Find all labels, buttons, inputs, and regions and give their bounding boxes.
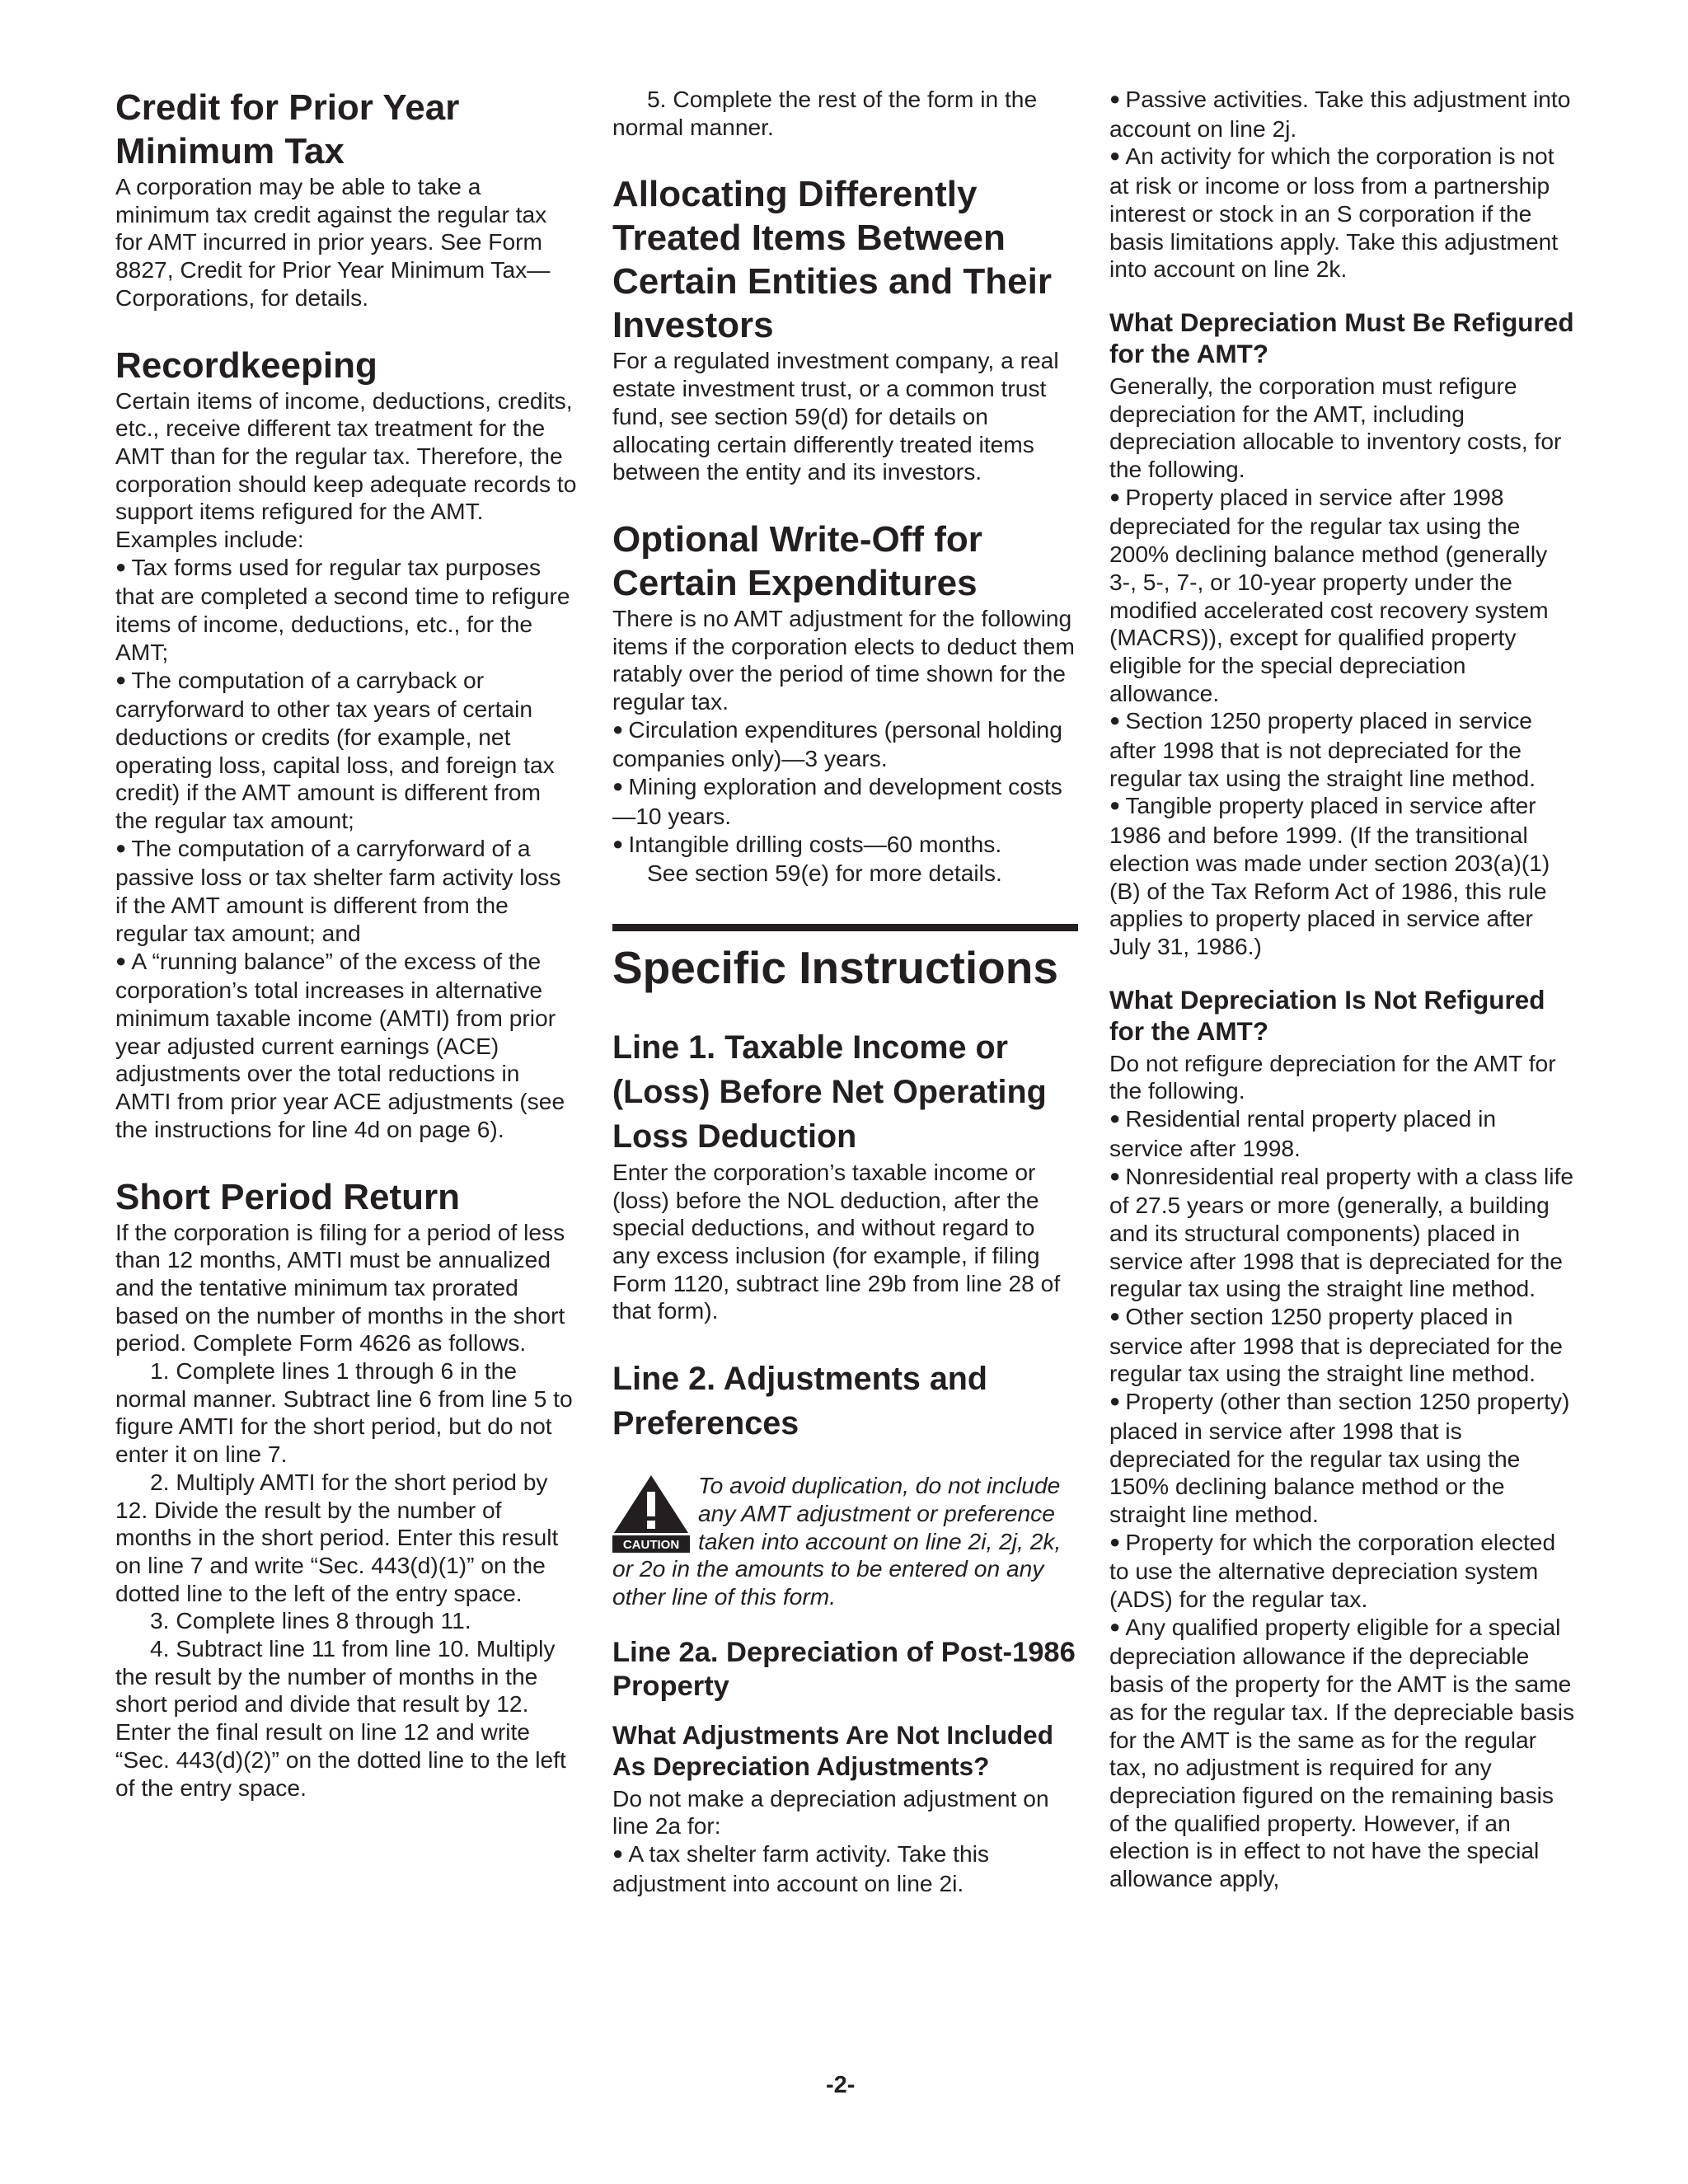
- caution-note: [612, 1472, 1078, 1611]
- paragraph-not: Do not refigure depreciation for the AMT for the following.: [1109, 1049, 1556, 1104]
- caution-label: CAUTION: [622, 1538, 680, 1553]
- list-item: ● Intangible drilling costs—60 months.: [612, 831, 1078, 860]
- column-left: [115, 86, 577, 1802]
- heading-not-included: What Adjustments Are Not Included As Depreciation Adjustments?: [612, 1719, 1053, 1781]
- paragraph-must: Generally, the corporation must refigure depreciation for the AMT, including depreciation allocable to inventory costs, for the following.: [1109, 372, 1562, 483]
- page-number: -2-: [826, 2072, 856, 2098]
- list-item: ● Other section 1250 property placed in service after 1998 that is depreciated for the regular tax using the straight line method.: [1109, 1303, 1575, 1388]
- list-item: ● Section 1250 property placed in service after 1998 that is not depreciated for the regular tax using the straight line method.: [1109, 707, 1575, 792]
- list-item: ● Circulation expenditures (personal holding companies only)—3 years.: [612, 716, 1078, 773]
- paragraph-not-included: Do not make a depreciation adjustment on line 2a for:: [612, 1784, 1049, 1840]
- heading-specific-instructions: Specific Instructions: [612, 941, 1058, 993]
- list-item: 1. Complete lines 1 through 6 in the normal manner. Subtract line 6 from line 5 to figure AMTI for the short period, but do not enter it on line 7.: [115, 1357, 573, 1468]
- heading-credit-prior-year: Credit for Prior Year Minimum Tax: [115, 87, 460, 171]
- list-item: 5. Complete the rest of the form in the normal manner.: [612, 86, 1038, 140]
- paragraph-credit: A corporation may be able to take a minimum tax credit against the regular tax for AMT incurred in prior years. See Form 8827, Credit for Prior Year Minimum Tax—Corporations, for details.: [115, 173, 551, 311]
- heading-not-refigured: What Depreciation Is Not Refigured for the AMT?: [1109, 984, 1545, 1046]
- column-middle: [612, 86, 1078, 1898]
- paragraph-line-1: Enter the corporation’s taxable income or (loss) before the NOL deduction, after the special deductions, and without regard to any excess inclusion (for example, if filing Form 1120, subtract line 29b from line 28 of that form).: [612, 1158, 1061, 1324]
- heading-must-be-refigured: What Depreciation Must Be Refigured for the AMT?: [1109, 307, 1574, 368]
- paragraph-recordkeeping: Certain items of income, deductions, credits, etc., receive different tax treatment for the AMT than for the regular tax. Therefore, the corporation should keep adequate records to support items refigured for the AMT. Examples include:: [115, 387, 577, 553]
- list-item: ● Tangible property placed in service after 1986 and before 1999. (If the transitional election was made under section 203(a)(1)(B) of the Tax Reform Act of 1986, this rule applies to property placed in service after July 31, 1986.): [1109, 792, 1575, 960]
- list-item: ● Property placed in service after 1998 depreciated for the regular tax using the 200% declining balance method (generally 3-, 5-, 7-, or 10-year property under the modified accelerated cost recovery system (MACRS)), except for qualified property eligible for the special depreciation allowance.: [1109, 484, 1575, 708]
- list-item: ● Mining exploration and development costs—10 years.: [612, 773, 1078, 830]
- paragraph-see-section: See section 59(e) for more details.: [647, 860, 1002, 887]
- list-item: 4. Subtract line 11 from line 10. Multiply the result by the number of months in the short period and divide that result by 12. Enter the final result on line 12 and write “Sec. 443(d)(2)” on the dotted line to the left of the entry space.: [115, 1635, 566, 1801]
- heading-short-period: Short Period Return: [115, 1176, 461, 1217]
- heading-line-2: Line 2. Adjustments and Preferences: [612, 1361, 988, 1442]
- list-item: ● A “running balance” of the excess of the corporation’s total increases in alternative minimum taxable income (AMTI) from prior year adjusted current earnings (ACE) adjustments over the total reductions in AMTI from prior year ACE adjustments (see the instructions for line 4d on page 6).: [115, 948, 577, 1144]
- list-item: ● Tax forms used for regular tax purposes that are completed a second time to refigure items of income, deductions, etc., for the AMT;: [115, 554, 577, 667]
- heading-allocating: Allocating Differently Treated Items Between Certain Entities and Their Investors: [612, 174, 1052, 346]
- list-item: ● Property (other than section 1250 property) placed in service after 1998 that is depreciated for the regular tax using the 150% declining balance method or the straight line method.: [1109, 1388, 1575, 1529]
- paragraph-allocating: For a regulated investment company, a real estate investment trust, or a common trust fund, see section 59(d) for details on allocating certain differently treated items between the entity and its investors.: [612, 347, 1059, 485]
- heading-optional-write-off: Optional Write-Off for Certain Expenditures: [612, 518, 982, 603]
- list-item: ● Nonresidential real property with a class life of 27.5 years or more (generally, a building and its structural components) placed in service after 1998 that is depreciated for the regular tax using the straight line method.: [1109, 1163, 1575, 1304]
- section-divider: [612, 924, 1078, 931]
- heading-line-2a: Line 2a. Depreciation of Post-1986 Property: [612, 1636, 1076, 1703]
- caution-text: To avoid duplication, do not include any AMT adjustment or preference taken into account on line 2i, 2j, 2k, or 2o in the amounts to be entered on any other line of this form.: [612, 1472, 1062, 1610]
- list-item: ● Any qualified property eligible for a special depreciation allowance if the depreciable basis of the property for the AMT is the same as for the regular tax. If the depreciable basis for the AMT is the same as for the regular tax, no adjustment is required for any depreciation figured on the remaining basis of the qualified property. However, if an election is in effect to not have the special allowance apply,: [1109, 1614, 1575, 1893]
- caution-icon: [612, 1474, 690, 1553]
- list-item: ● A tax shelter farm activity. Take this adjustment into account on line 2i.: [612, 1840, 1078, 1897]
- paragraph-optional: There is no AMT adjustment for the following items if the corporation elects to deduct them ratably over the period of time shown for the regular tax.: [612, 604, 1075, 715]
- column-right: [1109, 86, 1575, 1893]
- list-item: ● Property for which the corporation elected to use the alternative depreciation system (ADS) for the regular tax.: [1109, 1529, 1575, 1614]
- list-item: 2. Multiply AMTI for the short period by 12. Divide the result by the number of months in the short period. Enter this result on line 7 and write “Sec. 443(d)(1)” on the dotted line to the left of the entry space.: [115, 1468, 559, 1606]
- list-item: ● The computation of a carryback or carryforward to other tax years of certain deductions or credits (for example, net operating loss, capital loss, and foreign tax credit) if the AMT amount is different from the regular tax amount;: [115, 667, 577, 835]
- list-item: ● Passive activities. Take this adjustment into account on line 2j.: [1109, 86, 1575, 143]
- heading-line-1: Line 1. Taxable Income or (Loss) Before Net Operating Loss Deduction: [612, 1029, 1047, 1155]
- list-item: ● The computation of a carryforward of a passive loss or tax shelter farm activity loss if the AMT amount is different from the regular tax amount; and: [115, 835, 577, 948]
- list-item: ● An activity for which the corporation is not at risk or income or loss from a partnership interest or stock in an S corporation if the basis limitations apply. Take this adjustment into account on line 2k.: [1109, 143, 1575, 284]
- paragraph-short-period: If the corporation is filing for a period of less than 12 months, AMTI must be annualized and the tentative minimum tax prorated based on the number of months in the short period. Complete Form 4626 as follows.: [115, 1218, 565, 1357]
- heading-recordkeeping: Recordkeeping: [115, 344, 377, 386]
- list-item: ● Residential rental property placed in service after 1998.: [1109, 1105, 1575, 1162]
- list-item: 3. Complete lines 8 through 11.: [150, 1607, 471, 1634]
